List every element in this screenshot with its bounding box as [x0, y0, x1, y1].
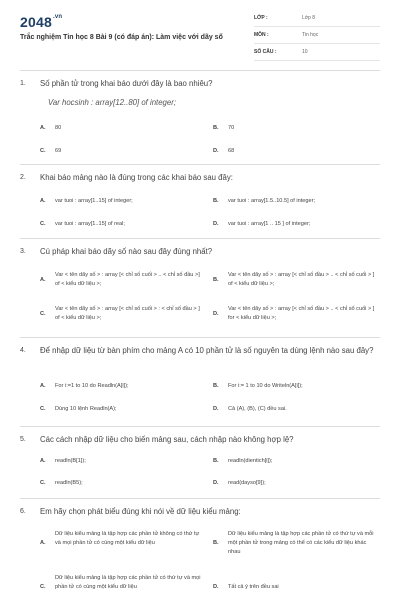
option-letter: A. [40, 277, 46, 283]
question-4 [20, 345, 380, 425]
question-text: Khai báo mảng nào là đúng trong các khai báo sau đây: [40, 173, 233, 182]
option-letter: D. [213, 480, 219, 486]
option-letter: D. [213, 406, 219, 412]
option-text: For i:=1 to 10 do Readln(A[i]); [55, 383, 129, 389]
question-number: 6. [20, 508, 26, 515]
option-letter: A. [40, 458, 46, 464]
question-number: 1. [20, 80, 26, 87]
option-text: var tuoi : array[1..15] of real; [55, 221, 125, 227]
question-text: Để nhập dữ liệu từ bàn phím cho mảng A có 10 phần tử là số nguyên ta dùng lệnh nào sau đây? [40, 346, 374, 355]
option-text: Dữ liệu kiểu mảng là tập hợp các phần tử có thứ tự và mỗi một phần tử trong mảng có thể có các kiểu dữ liệu khác nhau [228, 531, 374, 555]
option-letter: B. [213, 277, 219, 283]
option-text: Var < tên dãy số > : array [< chỉ số cuối > : < chỉ số đầu > ] of < kiểu dữ liệu >; [55, 306, 200, 321]
option-text: var tuoi : array[1 .. 15 ] of integer; [228, 221, 311, 227]
meta-value: 10 [302, 49, 308, 55]
option-letter: D. [213, 148, 219, 154]
question-number: 4. [20, 347, 26, 354]
option-letter: A. [40, 198, 46, 204]
meta-row-count [254, 44, 380, 61]
option-text: Dùng 10 lệnh Readln(A); [55, 406, 117, 412]
question-1 [20, 78, 380, 168]
option-text: var tuoi : array[1..15] of integer; [55, 198, 133, 204]
option-letter: C. [40, 148, 46, 154]
logo-suffix: .vn [52, 14, 63, 20]
option-text: readln(B5); [55, 480, 83, 486]
option-letter: C. [40, 406, 46, 412]
meta-value: Tin học [302, 32, 319, 38]
option-text: var tuoi : array[1.5..10.5] of integer; [228, 198, 316, 204]
option-text: readln(dientich[i]); [228, 458, 273, 464]
divider [20, 164, 380, 165]
option-letter: A. [40, 540, 46, 546]
option-letter: A. [40, 383, 46, 389]
meta-table [254, 10, 380, 61]
question-number: 3. [20, 248, 26, 255]
option-letter: B. [213, 540, 219, 546]
question-2 [20, 172, 380, 238]
page-title: Trắc nghiệm Tin học 8 Bài 9 (có đáp án): Làm việc với dãy số [20, 34, 223, 41]
meta-label: MÔN : [254, 32, 269, 38]
question-number: 5. [20, 436, 26, 443]
divider [20, 498, 380, 499]
meta-row-class [254, 10, 380, 27]
question-5 [20, 434, 380, 498]
option-text: Var < tên dãy số > : array [< chỉ số cuối > .. < chỉ số đầu >] of < kiểu dữ liệu >; [55, 272, 200, 287]
option-text: Dữ liệu kiểu mảng là tập hợp các phần tử có thứ tự và mọi phần tử có cùng một kiểu dữ liệu [55, 575, 201, 590]
question-code: Var hocsinh : array[12..80] of integer; [48, 98, 176, 107]
meta-row-subject [254, 27, 380, 44]
option-text: 70 [228, 125, 235, 131]
site-logo[interactable] [20, 14, 62, 30]
option-text: Dữ liệu kiểu mảng là tập hợp các phần tử không có thứ tự và mọi phần tử có cùng một kiểu dữ liệu [55, 531, 200, 546]
option-letter: D. [213, 221, 219, 227]
option-letter: B. [213, 198, 219, 204]
option-letter: A. [40, 125, 46, 131]
meta-label: SỐ CÂU : [254, 49, 277, 55]
question-text: Số phần tử trong khai báo dưới đây là bao nhiêu? [40, 79, 213, 88]
option-letter: C. [40, 480, 46, 486]
question-number: 2. [20, 174, 26, 181]
question-6 [20, 506, 380, 600]
option-text: 69 [55, 148, 62, 154]
option-text: 80 [55, 125, 62, 131]
question-text: Cú pháp khai báo dãy số nào sau đây đúng nhất? [40, 247, 213, 256]
option-text: Var < tên dãy số > : array [< chỉ số đầu > .. < chỉ số cuối > ] of < kiểu dữ liệu >; [228, 272, 375, 287]
option-letter: B. [213, 458, 219, 464]
question-text: Em hãy chọn phát biểu đúng khi nói về dữ liệu kiểu mảng: [40, 507, 241, 516]
option-letter: D. [213, 311, 219, 317]
divider [20, 337, 380, 338]
option-letter: C. [40, 311, 46, 317]
option-text: Var < tên dãy số > : array [< chỉ số đầu > .. < chỉ số cuối > ] for < kiểu dữ liệu >; [228, 306, 375, 321]
option-text: read(dayso[9]); [228, 480, 266, 486]
question-text: Các cách nhập dữ liệu cho biến mảng sau, cách nhập nào không hợp lệ? [40, 435, 294, 444]
divider [20, 238, 380, 239]
option-letter: B. [213, 125, 219, 131]
option-letter: C. [40, 221, 46, 227]
divider [20, 70, 380, 71]
option-letter: D. [213, 584, 219, 590]
option-letter: C. [40, 584, 46, 590]
option-text: Tất cả ý trên đều sai [228, 584, 279, 590]
option-text: For i:= 1 to 10 do Writeln(A[i]); [228, 383, 303, 389]
question-3 [20, 246, 380, 336]
page-header [20, 10, 380, 62]
option-letter: B. [213, 383, 219, 389]
meta-value: Lớp 8 [302, 15, 316, 21]
option-text: Cả (A), (B), (C) đều sai. [228, 406, 287, 412]
option-text: readln(B[1]); [55, 458, 86, 464]
meta-label: LỚP : [254, 15, 268, 21]
logo-text: 2048 [20, 14, 52, 30]
option-text: 68 [228, 148, 235, 154]
divider [20, 426, 380, 427]
